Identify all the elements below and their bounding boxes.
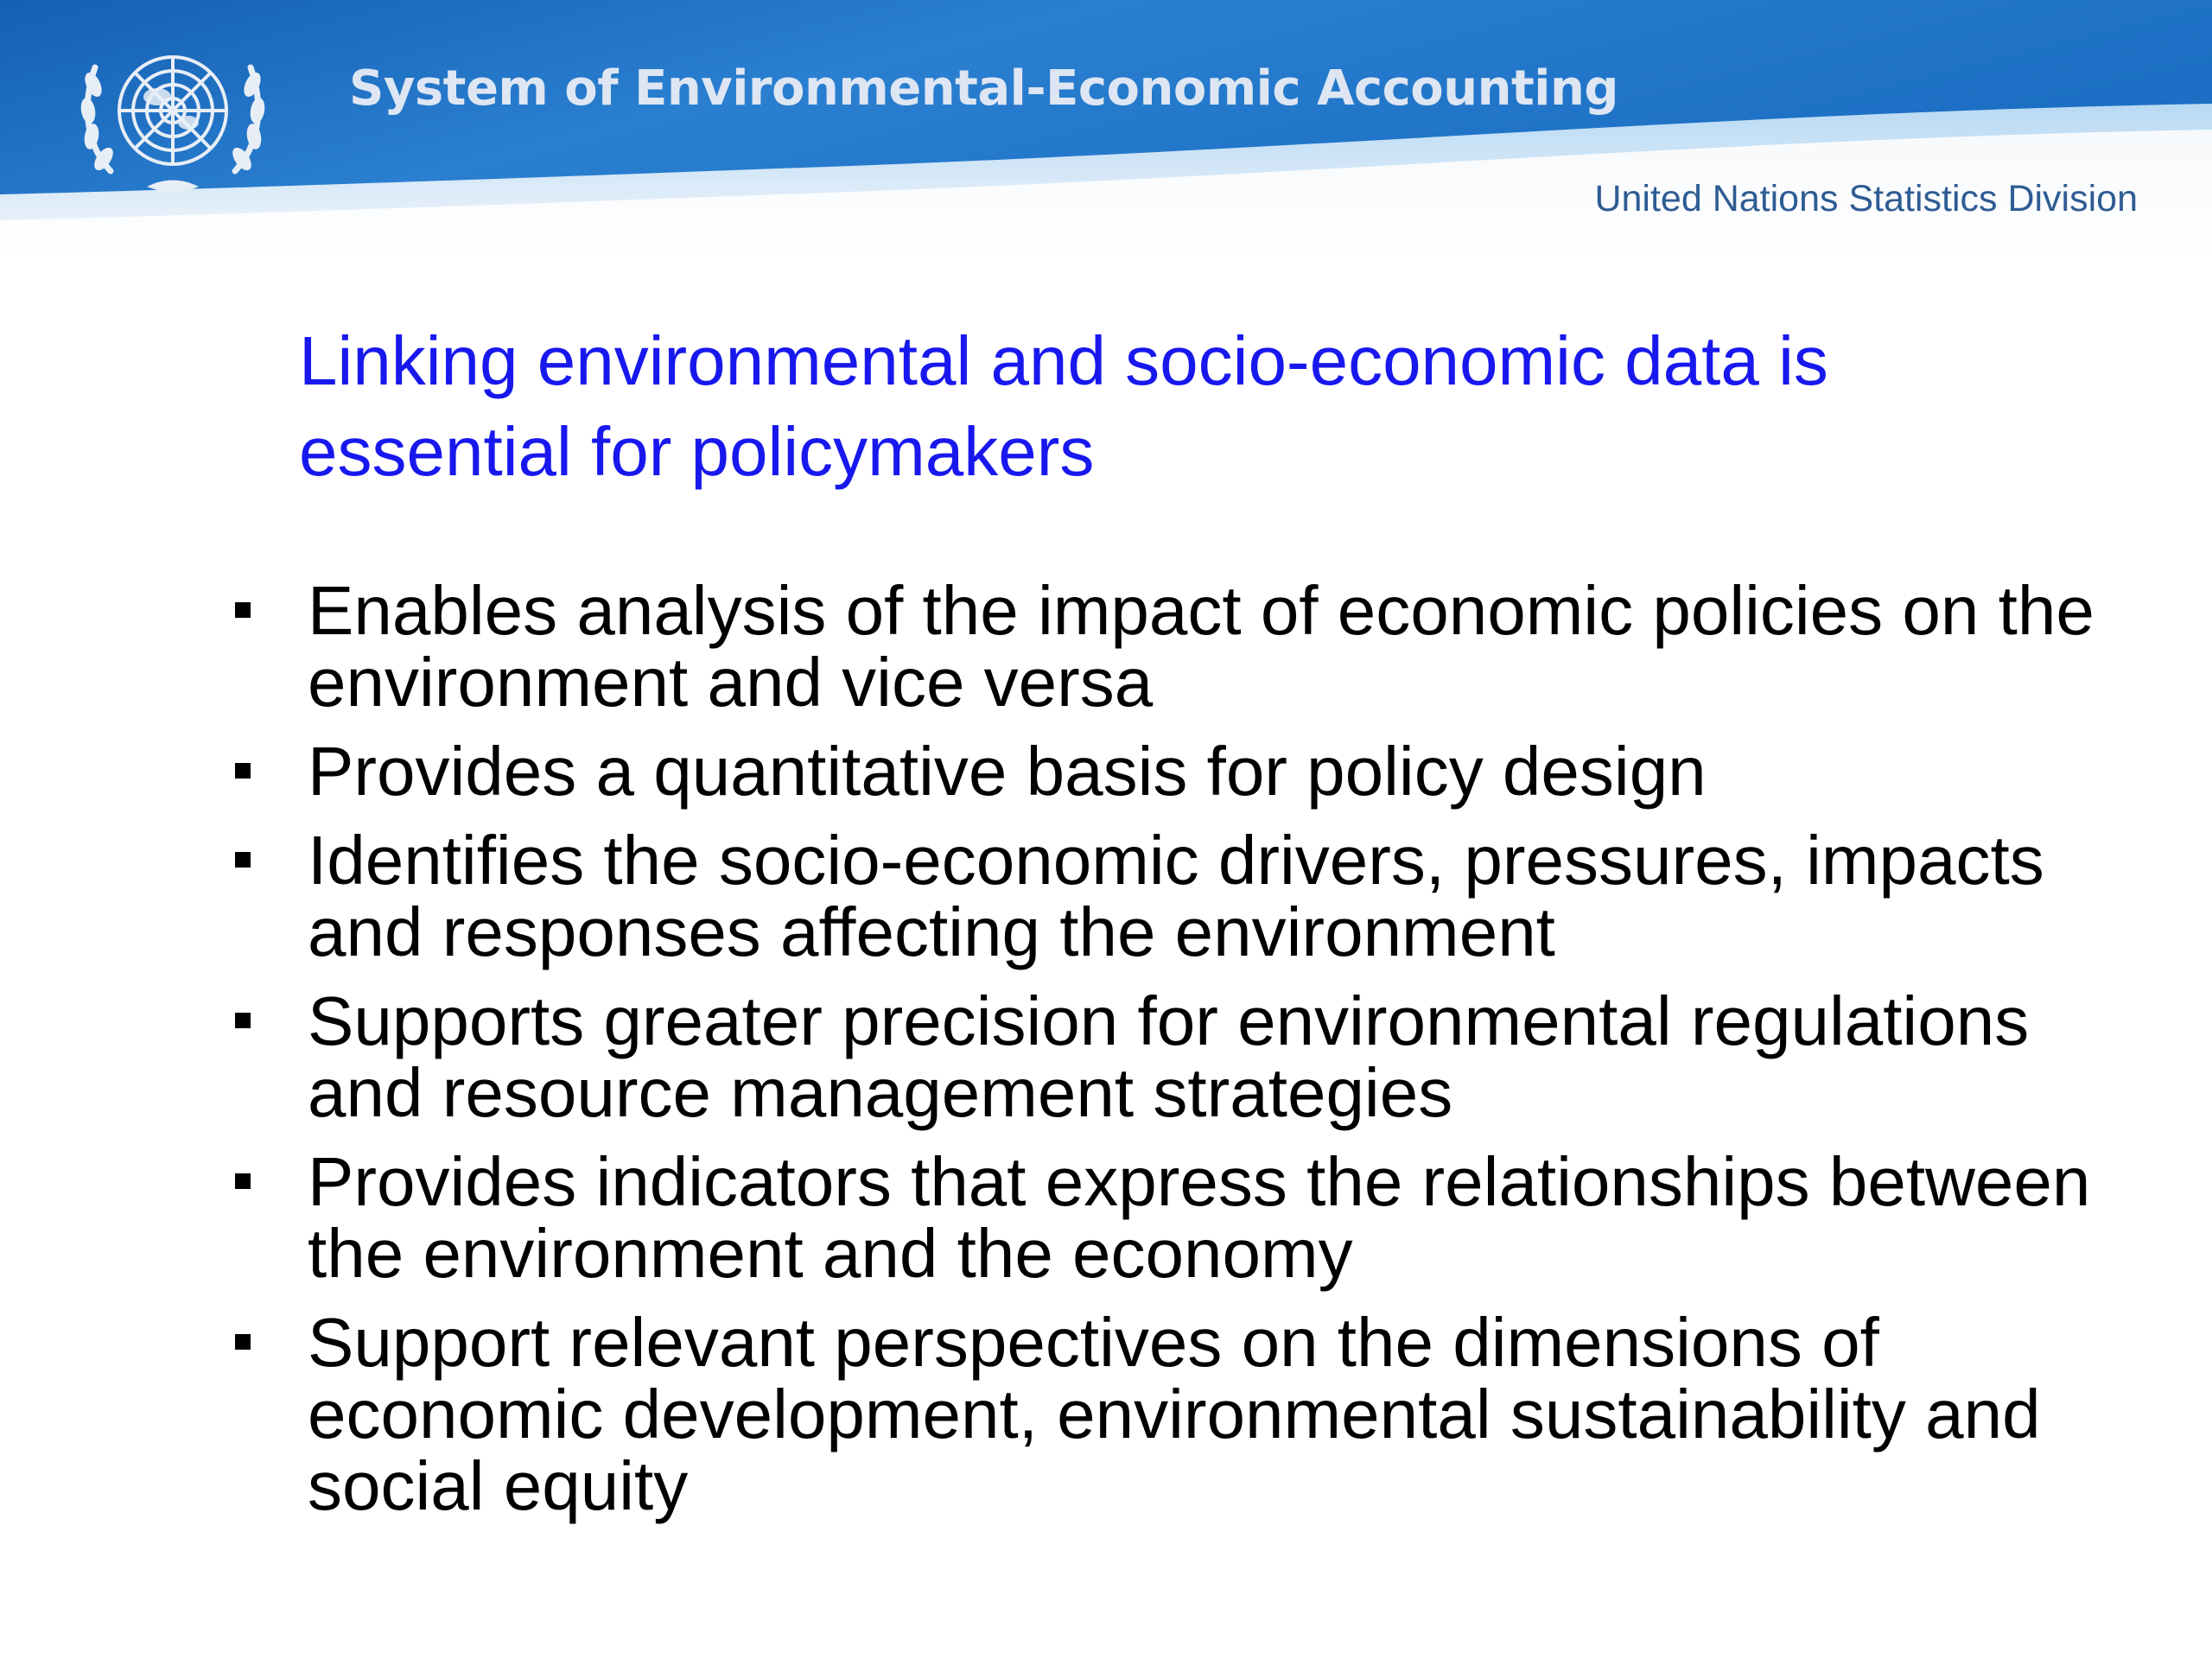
bullet-list xyxy=(226,572,2127,1539)
bullet-text: Provides a quantitative basis for policy design xyxy=(308,733,1707,810)
un-emblem-icon xyxy=(60,24,285,219)
slide-header xyxy=(0,0,2212,259)
bullet-item xyxy=(226,733,2127,810)
bullet-item xyxy=(226,982,2127,1131)
header-band xyxy=(0,0,2212,259)
header-organization: United Nations Statistics Division xyxy=(1594,178,2138,219)
bullet-item xyxy=(226,824,2127,968)
bullet-text: Supports greater precision for environmental regulations and resource management strategies xyxy=(308,982,2030,1131)
bullet-square-icon xyxy=(235,1334,251,1350)
bullet-text: Provides indicators that express the relationships between the environment and the economy xyxy=(308,1143,2091,1292)
slide-title: Linking environmental and socio-economic data is essential for policymakers xyxy=(299,322,1828,490)
bullet-square-icon xyxy=(235,763,251,779)
bullet-square-icon xyxy=(235,852,251,868)
bullet-item xyxy=(226,1143,2127,1292)
bullet-text: Identifies the socio-economic drivers, pressures, impacts and responses affecting the environment xyxy=(308,822,2044,970)
bullet-item xyxy=(226,1306,2127,1522)
bullet-item xyxy=(226,572,2127,721)
header-title: System of Environmental-Economic Accounting xyxy=(349,60,1618,117)
bullet-text: Enables analysis of the impact of economic policies on the environment and vice versa xyxy=(308,572,2094,721)
bullet-text: Support relevant perspectives on the dimensions of economic development, environmental sustainability and social equity xyxy=(308,1304,2041,1524)
bullet-square-icon xyxy=(235,1013,251,1028)
bullet-square-icon xyxy=(235,1173,251,1189)
bullet-square-icon xyxy=(235,602,251,618)
